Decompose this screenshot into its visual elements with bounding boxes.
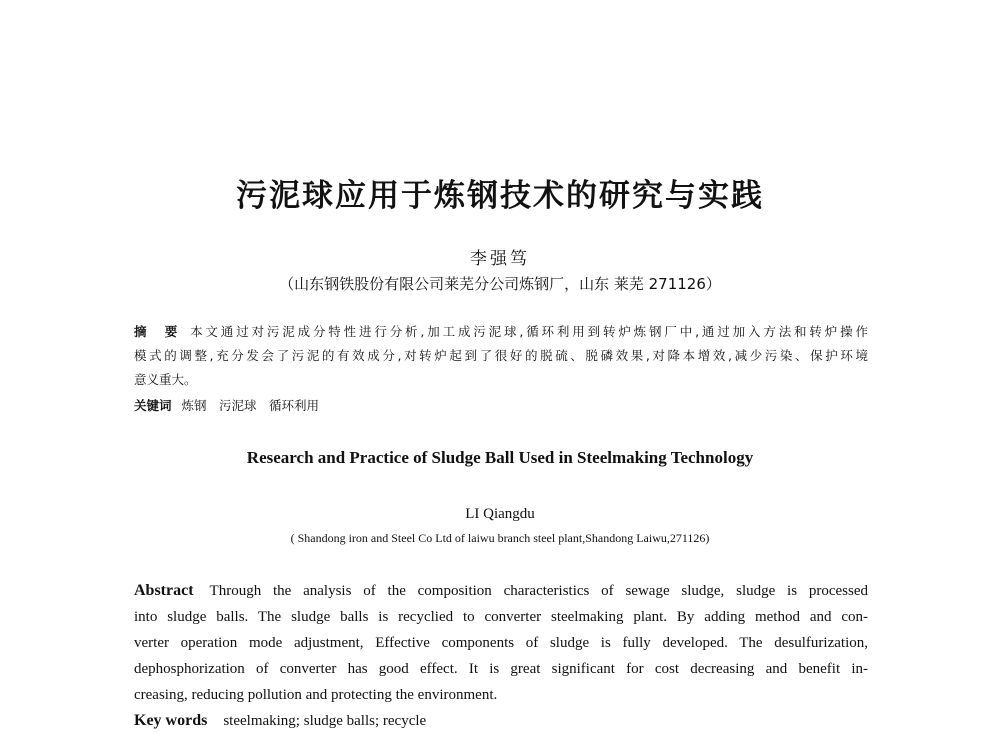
affiliation-en: ( Shandong iron and Steel Co Ltd of laiwu branch steel plant,Shandong Laiwu,271126) xyxy=(290,531,710,545)
abstract-label-en: Abstract xyxy=(134,582,194,599)
abstract-cn-line xyxy=(134,322,868,342)
abstract-cn-line: 意义重大。 xyxy=(134,372,197,387)
abstract-en-line: creasing, reducing pollution and protecting the environment. xyxy=(134,687,498,703)
paper-title-cn: 污泥球应用于炼钢技术的研究与实践 xyxy=(236,178,764,214)
abstract-en-line: dephosphorization of converter has good effect. It is great significant for cost decreasing and benefit in- xyxy=(134,661,868,677)
abstract-en-text: Through the analysis of the composition characteristics of sewage sludge, sludge is processed xyxy=(209,583,868,599)
author-en: LI Qiangdu xyxy=(465,506,535,522)
abstract-en-line: verter operation mode adjustment, Effective components of sludge is fully developed. The desulfurization, xyxy=(134,635,868,651)
paper-title-en: Research and Practice of Sludge Ball Used in Steelmaking Technology xyxy=(246,448,754,467)
keywords-en xyxy=(134,710,868,732)
keywords-cn xyxy=(134,396,868,416)
author-cn: 李强笃 xyxy=(470,249,530,269)
keywords-cn-text: 炼钢 污泥球 循环利用 xyxy=(181,398,320,413)
abstract-en-line xyxy=(134,580,868,602)
abstract-label-cn: 摘 要 xyxy=(134,324,181,339)
keywords-en-text: steelmaking; sludge balls; recycle xyxy=(223,713,427,729)
keywords-label-cn: 关键词 xyxy=(134,398,172,413)
abstract-cn-line: 模式的调整,充分发会了污泥的有效成分,对转炉起到了很好的脱硫、脱磷效果,对降本增效,减少污染、保护环境 xyxy=(134,348,868,363)
abstract-en-line: into sludge balls. The sludge balls is recyclied to converter steelmaking plant. By adding method and con- xyxy=(134,609,868,625)
affiliation-cn: （山东钢铁股份有限公司莱芜分公司炼钢厂，山东 莱芜 271126） xyxy=(279,275,721,293)
keywords-label-en: Key words xyxy=(134,712,208,729)
abstract-cn-text: 本文通过对污泥成分特性进行分析,加工成污泥球,循环利用到转炉炼钢厂中,通过加入方法和转炉操作 xyxy=(190,324,868,339)
